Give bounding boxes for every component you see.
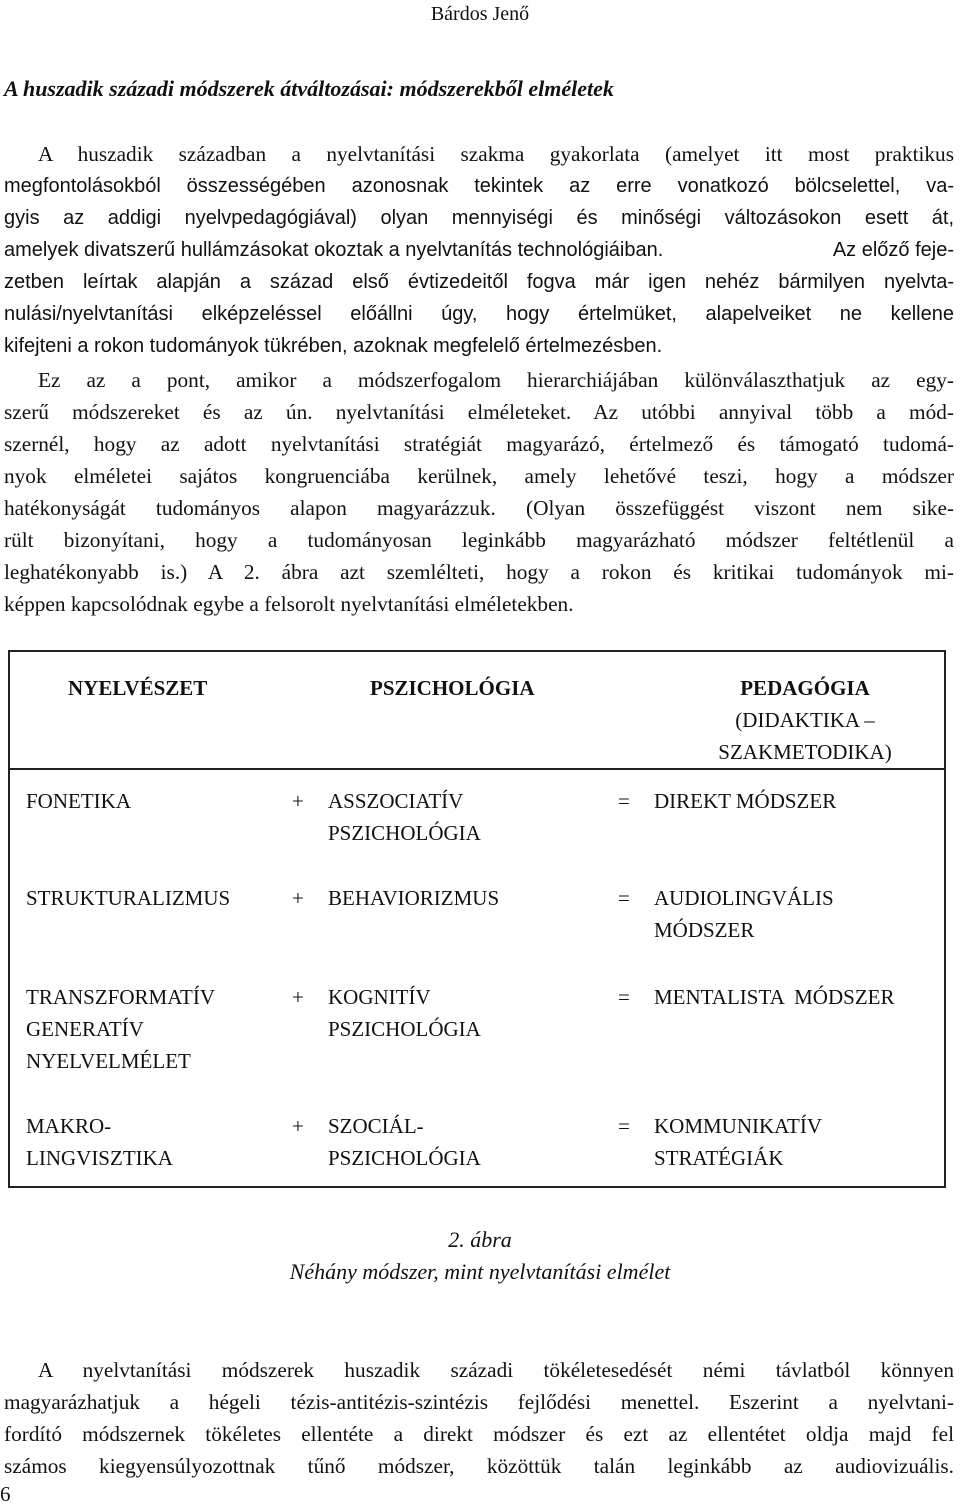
row-linguistics: TRANSZFORMATÍV	[26, 985, 216, 1009]
figure-method-table	[8, 650, 946, 1188]
plus-sign: +	[292, 1114, 304, 1138]
paragraph-line: számos kiegyensúlyozottnak tűnő módszer, közöttük talán leginkább az audiovizuális.	[4, 1454, 954, 1478]
row-linguistics: NYELVELMÉLET	[26, 1049, 191, 1073]
plus-sign: +	[292, 985, 304, 1009]
column-header-pedagogy: PEDAGÓGIA	[740, 676, 870, 700]
plus-sign: +	[292, 789, 304, 813]
paragraph-line: leghatékonyabb is.) A 2. ábra azt szemlélteti, hogy a rokon és kritikai tudományok mi-	[4, 560, 954, 584]
row-method: STRATÉGIÁK	[654, 1146, 784, 1170]
paragraph-line: megfontolásokból összességében azonosnak tekintek az erre vonatkozó bölcselettel, va-	[4, 175, 954, 197]
paragraph-3	[4, 1354, 954, 1482]
row-psychology: SZOCIÁL-	[328, 1114, 424, 1138]
column-header-pedagogy-sub: SZAKMETODIKA)	[718, 740, 892, 764]
paragraph-line: gyis az addigi nyelvpedagógiával) olyan mennyiségi és minőségi változásokon esett át,	[4, 207, 954, 229]
column-header-linguistics: NYELVÉSZET	[68, 676, 208, 700]
row-psychology: BEHAVIORIZMUS	[328, 886, 500, 910]
paragraph-line: fordító módszernek tökéletes ellentéte a direkt módszer és ezt az ellentétet oldja majd fel	[4, 1422, 954, 1446]
equals-sign: =	[618, 1114, 630, 1138]
figure-caption-number: 2. ábra	[448, 1227, 512, 1252]
row-linguistics: LINGVISZTIKA	[26, 1146, 173, 1170]
paragraph-line: kifejteni a rokon tudományok tükrében, azoknak megfelelő értelmezésben.	[4, 335, 663, 357]
row-method: MENTALISTA MÓDSZER	[654, 985, 895, 1009]
paragraph-line: képpen kapcsolódnak egybe a felsorolt nyelvtanítási elméletekben.	[4, 592, 574, 616]
row-psychology: PSZICHOLÓGIA	[328, 1146, 481, 1170]
paragraph-line: szerű módszereket és az ún. nyelvtanítási elméleteket. Az utóbbi annyival több a mód-	[4, 400, 954, 424]
equals-sign: =	[618, 886, 630, 910]
paragraph-line-split	[4, 234, 954, 266]
equals-sign: =	[618, 985, 630, 1009]
header-divider	[10, 768, 944, 770]
paragraph-line: nyok elméletei sajátos kongruenciába kerülnek, amely lehetővé teszi, hogy a módszer	[4, 464, 954, 488]
paragraph-line: A nyelvtanítási módszerek huszadik századi tökéletesedését némi távlatból könnyen	[38, 1358, 954, 1382]
paragraph-2	[4, 364, 954, 620]
row-psychology: KOGNITÍV	[328, 985, 431, 1009]
row-linguistics: MAKRO-	[26, 1114, 112, 1138]
equals-sign: =	[618, 789, 630, 813]
chapter-title: A huszadik századi módszerek átváltozásai: módszerekből elméletek	[4, 76, 614, 101]
paragraph-line: zetben leírtak alapján a század első évtizedeitől fogva már igen nehéz bármilyen nyelvta-	[4, 271, 954, 293]
paragraph-line: Az előző feje-	[832, 239, 954, 261]
running-header-author: Bárdos Jenő	[430, 3, 530, 25]
plus-sign: +	[292, 886, 304, 910]
paragraph-line: amelyek divatszerű hullámzásokat okoztak a nyelvtanítás technológiáiban.	[4, 239, 664, 261]
row-linguistics: GENERATÍV	[26, 1017, 144, 1041]
row-method: MÓDSZER	[654, 918, 755, 942]
row-method: KOMMUNIKATÍV	[654, 1114, 822, 1138]
paragraph-line: rült bizonyítani, hogy a tudományosan leginkább magyarázható módszer feltétlenül a	[4, 528, 954, 552]
paragraph-line: szernél, hogy az adott nyelvtanítási stratégiát magyarázó, értelmező és támogató tudomá-	[4, 432, 954, 456]
paragraph-line: magyarázhatjuk a hégeli tézis-antitézis-szintézis fejlődési menettel. Eszerint a nyelvtani-	[4, 1390, 954, 1414]
page-number: 6	[0, 1482, 11, 1506]
row-linguistics: STRUKTURALIZMUS	[26, 886, 231, 910]
paragraph-line: A huszadik században a nyelvtanítási szakma gyakorlata (amelyet itt most praktikus	[38, 142, 954, 166]
row-psychology: ASSZOCIATÍV	[328, 789, 464, 813]
paragraph-line: hatékonyságát tudományos alapon magyarázzuk. (Olyan összefüggést viszont nem sike-	[4, 496, 954, 520]
figure-caption-title: Néhány módszer, mint nyelvtanítási elmélet	[289, 1259, 671, 1284]
column-header-pedagogy-sub: (DIDAKTIKA –	[735, 708, 875, 732]
column-header-psychology: PSZICHOLÓGIA	[370, 676, 535, 700]
row-method: AUDIOLINGVÁLIS	[654, 886, 834, 910]
row-psychology: PSZICHOLÓGIA	[328, 821, 481, 845]
paragraph-line: Ez az a pont, amikor a módszerfogalom hierarchiájában különválaszthatjuk az egy-	[38, 368, 954, 392]
paragraph-1	[4, 138, 954, 362]
row-method: DIREKT MÓDSZER	[654, 789, 837, 813]
row-linguistics: FONETIKA	[26, 789, 131, 813]
row-psychology: PSZICHOLÓGIA	[328, 1017, 481, 1041]
paragraph-line: nulási/nyelvtanítási elképzeléssel előállni úgy, hogy értelmüket, alapelveiket ne kellene	[4, 303, 954, 325]
